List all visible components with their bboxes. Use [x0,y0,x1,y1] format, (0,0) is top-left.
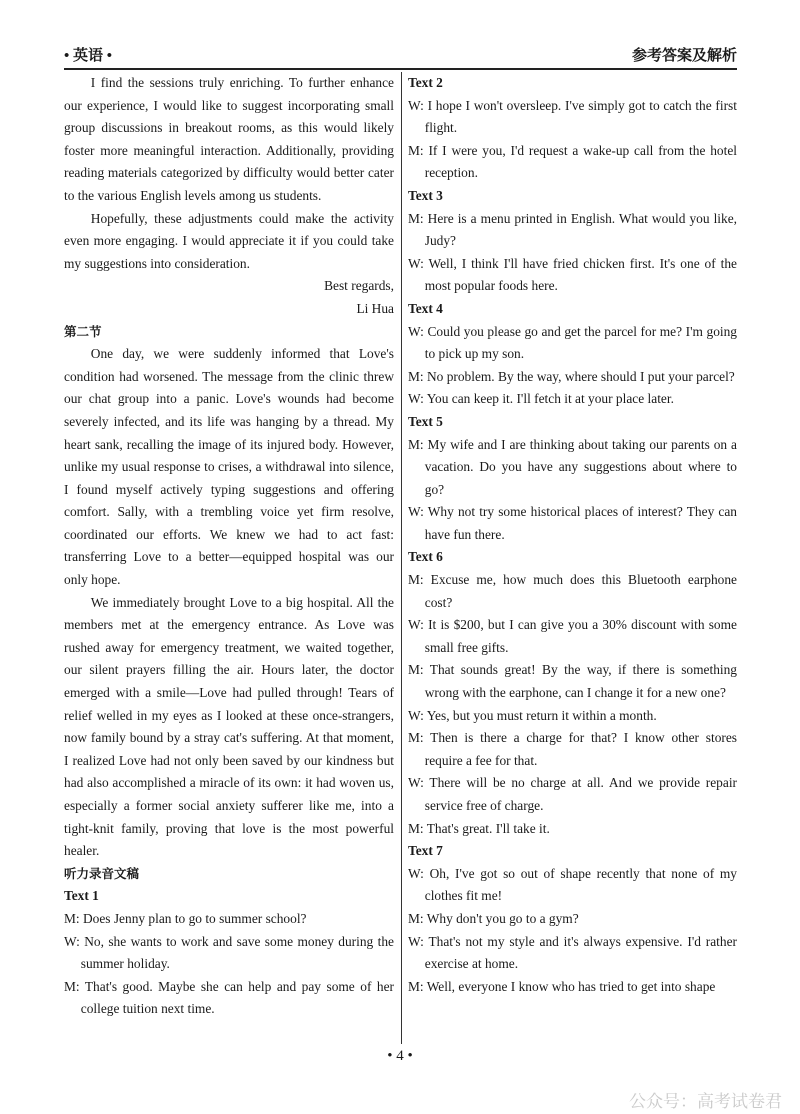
dialogue-line: W: Oh, I've got so out of shape recently that none of my clothes fit me! [408,865,737,904]
dialogue-line: M: Then is there a charge for that? I know other stores require a fee for that. [408,730,737,768]
dialogue-line: W: I hope I won't oversleep. I've simply got to catch the first flight. [408,97,737,136]
text-label: Text 2 [408,75,443,90]
dialogue-line: M: My wife and I are thinking about taking our parents on a vacation. Do you have any suggestions about where to go? [408,436,737,497]
dialogue-line: M: No problem. By the way, where should I put your parcel? [408,368,735,384]
left-column [64,72,394,1021]
text-label: Text 4 [408,300,443,316]
dialogue-line: W: It is $200, but I can give you a 30% discount with some small free gifts. [408,617,737,655]
signoff-line: Best regards, [324,278,394,294]
section-heading: 听力录音文稿 [64,865,140,881]
dialogue-line: M: Why don't you go to a gym? [408,910,579,926]
dialogue-line: W: Could you please go and get the parcel for me? I'm going to pick up my son. [408,323,737,362]
paragraph: One day, we were suddenly informed that Love's condition had worsened. The message from the clinic threw our chat group into a panic. Love's wounds had become severely infected, and its life was hanging by a thread. My heart sank, recalling the image of its injured body. However, unlike my usual response to crises, a withdrawal into silence, I found myself actively typing suggestions and offering comfort. Sally, with a trembling voice yet firm resolve, coordinated our efforts. We knew we had to act fast: transferring Love to a better—equipped hospital was our only hope. [64,346,394,588]
dialogue-line: W: There will be no charge at all. And we provide repair service free of charge. [408,775,737,813]
dialogue-line: M: Here is a menu printed in English. What would you like, Judy? [408,210,737,249]
section-title: 参考答案及解析 [631,48,737,64]
section-heading: 第二节 [64,323,102,339]
text-label: Text 5 [408,413,443,429]
signoff-line: Li Hua [356,300,394,316]
watermark: 公众号：高考试卷君 [629,1092,782,1112]
dialogue-line: M: Does Jenny plan to go to summer school? [64,910,307,926]
text-label: Text 1 [64,888,99,904]
dialogue-line: M: That's great. I'll take it. [408,820,550,836]
paragraph: I find the sessions truly enriching. To further enhance our experience, I would like to suggest incorporating small group discussions in breakout rooms, as this would likely foster more meaningful interaction. Additionally, providing reading materials categorized by difficulty would better cater to the various English levels among us students. [64,75,394,203]
dialogue-line: M: Well, everyone I know who has tried to get into shape [408,978,716,994]
dialogue-line: W: You can keep it. I'll fetch it at your place later. [408,391,674,407]
page-number: • 4 • [387,1048,413,1064]
dialogue-line: M: If I were you, I'd request a wake-up call from the hotel reception. [408,142,737,181]
column-divider [401,72,402,1044]
text-label: Text 6 [408,549,443,565]
subject-label: • 英语 • [64,48,113,64]
text-label: Text 7 [408,843,443,859]
dialogue-line: W: No, she wants to work and save some money during the summer holiday. [64,933,394,972]
right-column [408,72,737,998]
paragraph: We immediately brought Love to a big hospital. All the members met at the emergency entrance. As Love was rushed away for emergency treatment, we waited together, our silent prayers filling the air. Hours later, the doctor emerged with a smile—Love had pulled through! Tears of relief welled in my eyes as I looked at these once-strangers, now family bound by a stray cat's suffering. At that moment, I realized Love had not only been saved by our kindness but had also accomplished a miracle of its own: it had woven us, especially a former social anxiety sufferer like me, into a tight-knit family, proving that love is the most powerful healer. [64,594,394,859]
dialogue-line: W: Why not try some historical places of interest? They can have fun there. [408,504,737,542]
dialogue-line: W: Yes, but you must return it within a month. [408,707,657,723]
dialogue-line: M: That sounds great! By the way, if there is something wrong with the earphone, can I change it for a new one? [408,662,737,701]
paragraph: Hopefully, these adjustments could make the activity even more engaging. I would appreciate it if you could take my suggestions into consideration. [64,210,394,271]
dialogue-line: W: Well, I think I'll have fried chicken first. It's one of the most popular foods here. [408,255,737,294]
page-header [64,42,737,70]
dialogue-line: W: That's not my style and it's always expensive. I'd rather exercise at home. [408,933,737,972]
dialogue-line: M: Excuse me, how much does this Bluetooth earphone cost? [408,572,737,610]
text-label: Text 3 [408,187,443,203]
dialogue-line: M: That's good. Maybe she can help and pay some of her college tuition next time. [64,978,394,1017]
